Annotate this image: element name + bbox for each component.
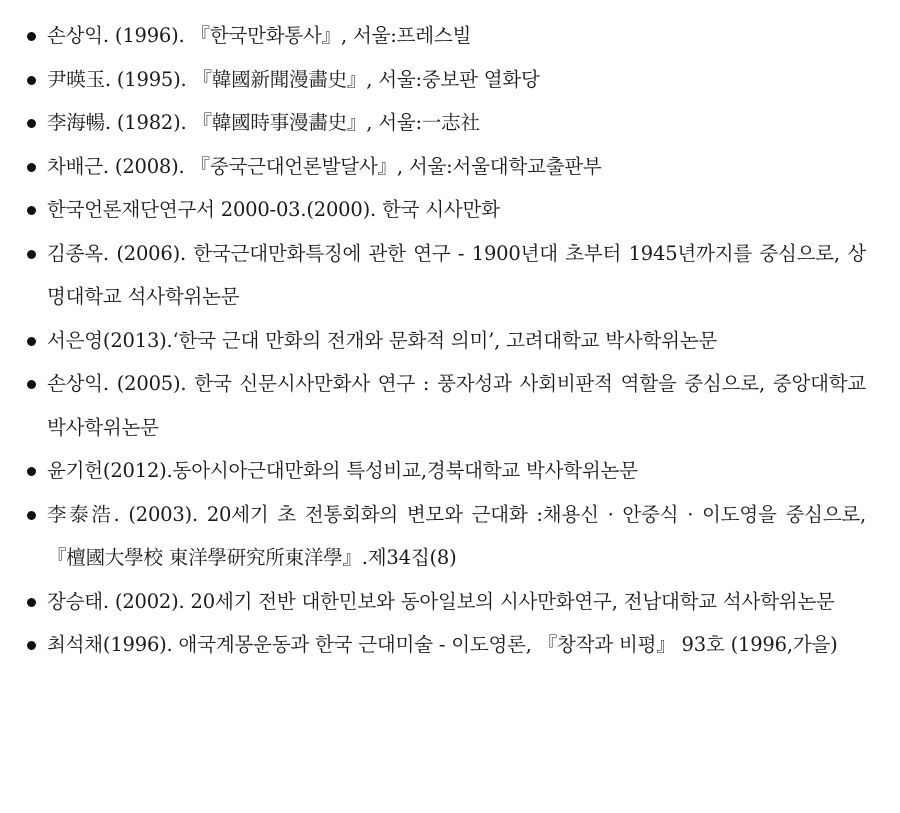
bullet-icon [27,511,36,520]
reference-item [0,580,900,624]
reference-text: 한국언론재단연구서 2000-03.(2000). 한국 시사만화 [47,198,500,221]
reference-item [0,319,900,363]
bullet-icon [27,380,36,389]
reference-item [0,14,900,58]
reference-text: 손상익. (1996). 『한국만화통사』, 서울:프레스빌 [47,24,472,47]
bullet-icon [27,641,36,650]
reference-item [0,623,900,667]
bullet-icon [27,467,36,476]
reference-item [0,145,900,189]
bullet-icon [27,598,36,607]
reference-text: 李泰浩. (2003). 20세기 초 전통회화의 변모와 근대화 :채용신 · 안중식 · 이도영을 중심으로, 『檀國大學校 東洋學研究所東洋學』.제34집(8) [47,502,866,569]
reference-text: 손상익. (2005). 한국 신문시사만화사 연구 : 풍자성과 사회비판적 역할을 중심으로, 중앙대학교 박사학위논문 [47,372,866,439]
bullet-icon [27,206,36,215]
reference-text: 김종옥. (2006). 한국근대만화특징에 관한 연구 - 1900년대 초부터 1945년까지를 중심으로, 상명대학교 석사학위논문 [47,241,866,308]
reference-text: 尹暎玉. (1995). 『韓國新聞漫畵史』, 서울:중보판 열화당 [47,67,540,91]
bullet-icon [27,337,36,346]
reference-text: 윤기헌(2012).동아시아근대만화의 특성비교,경북대학교 박사학위논문 [47,459,638,482]
bullet-icon [27,32,36,41]
reference-item [0,493,900,580]
reference-item [0,232,900,319]
reference-item [0,449,900,493]
reference-text: 李海暢. (1982). 『韓國時事漫畵史』, 서울:一志社 [47,111,480,134]
bullet-icon [27,163,36,172]
reference-item [0,188,900,232]
reference-item [0,58,900,102]
reference-text: 차배근. (2008). 『중국근대언론발달사』, 서울:서울대학교출판부 [47,154,602,178]
bullet-icon [27,119,36,128]
reference-text: 장승태. (2002). 20세기 전반 대한민보와 동아일보의 시사만화연구, 전남대학교 석사학위논문 [47,589,835,613]
reference-item [0,362,900,449]
reference-text: 서은영(2013).‘한국 근대 만화의 전개와 문화적 의미’, 고려대학교 박사학위논문 [47,328,718,352]
bullet-icon [27,250,36,259]
bullet-icon [27,76,36,85]
reference-text: 최석채(1996). 애국계몽운동과 한국 근대미술 - 이도영론, 『창작과 비평』 93호 (1996,가을) [47,633,838,656]
reference-list [0,14,900,667]
reference-item [0,101,900,145]
